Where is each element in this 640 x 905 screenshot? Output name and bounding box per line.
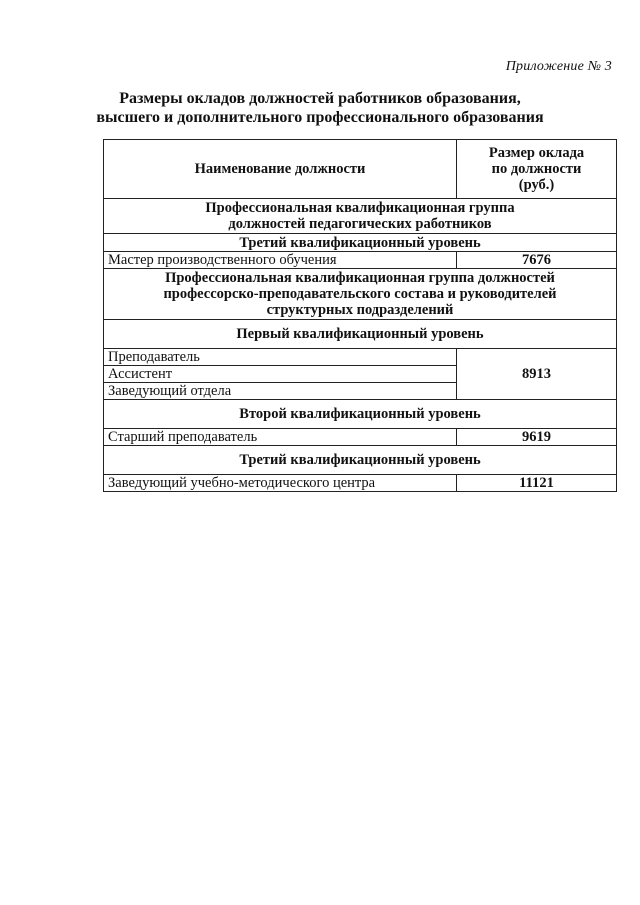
- header-salary-line-1: Размер оклада: [488, 145, 585, 161]
- salary-table: [103, 139, 617, 492]
- table-row: [104, 475, 617, 492]
- position-cell: Заведующий учебно-методического центра: [104, 475, 457, 492]
- appendix-label: Приложение № 3: [505, 59, 612, 74]
- salary-cell: 7676: [457, 252, 617, 269]
- group-2-level-1: Первый квалификационный уровень: [104, 320, 617, 349]
- group-2-level-2: Второй квалификационный уровень: [104, 400, 617, 429]
- group-1-level: Третий квалификационный уровень: [104, 234, 617, 252]
- position-cell: Мастер производственного обучения: [104, 252, 457, 269]
- group-1-line-2: должностей педагогических работников: [228, 216, 492, 232]
- group-1-title: [104, 199, 617, 234]
- table-header-row: [104, 140, 617, 199]
- header-salary: [457, 140, 617, 199]
- level-row: [104, 446, 617, 475]
- group-row: [104, 269, 617, 320]
- position-cell: Старший преподаватель: [104, 429, 457, 446]
- salary-cell: 11121: [457, 475, 617, 492]
- group-2-line-2: профессорско-преподавательского состава и руководителей: [163, 286, 557, 302]
- group-2-title: [104, 269, 617, 320]
- group-2-level-3: Третий квалификационный уровень: [104, 446, 617, 475]
- title-line-2: высшего и дополнительного профессионального образования: [96, 109, 544, 126]
- position-cell: Ассистент: [104, 366, 457, 383]
- group-2-line-1: Профессиональная квалификационная группа должностей: [165, 270, 555, 286]
- level-row: [104, 320, 617, 349]
- table-row: [104, 252, 617, 269]
- table-row: [104, 349, 617, 366]
- group-row: [104, 199, 617, 234]
- level-row: [104, 400, 617, 429]
- title-line-1: Размеры окладов должностей работников образования,: [119, 90, 521, 107]
- salary-cell: 9619: [457, 429, 617, 446]
- header-salary-line-2: по должности: [491, 161, 582, 177]
- position-cell: Преподаватель: [104, 349, 457, 366]
- header-position: Наименование должности: [104, 140, 457, 199]
- salary-cell: 8913: [457, 349, 617, 400]
- position-cell: Заведующий отдела: [104, 383, 457, 400]
- header-salary-line-3: (руб.): [518, 177, 555, 193]
- table-row: [104, 429, 617, 446]
- level-row: [104, 234, 617, 252]
- group-1-line-1: Профессиональная квалификационная группа: [205, 200, 515, 216]
- document-title: [0, 89, 640, 127]
- group-2-line-3: структурных подразделений: [266, 302, 454, 318]
